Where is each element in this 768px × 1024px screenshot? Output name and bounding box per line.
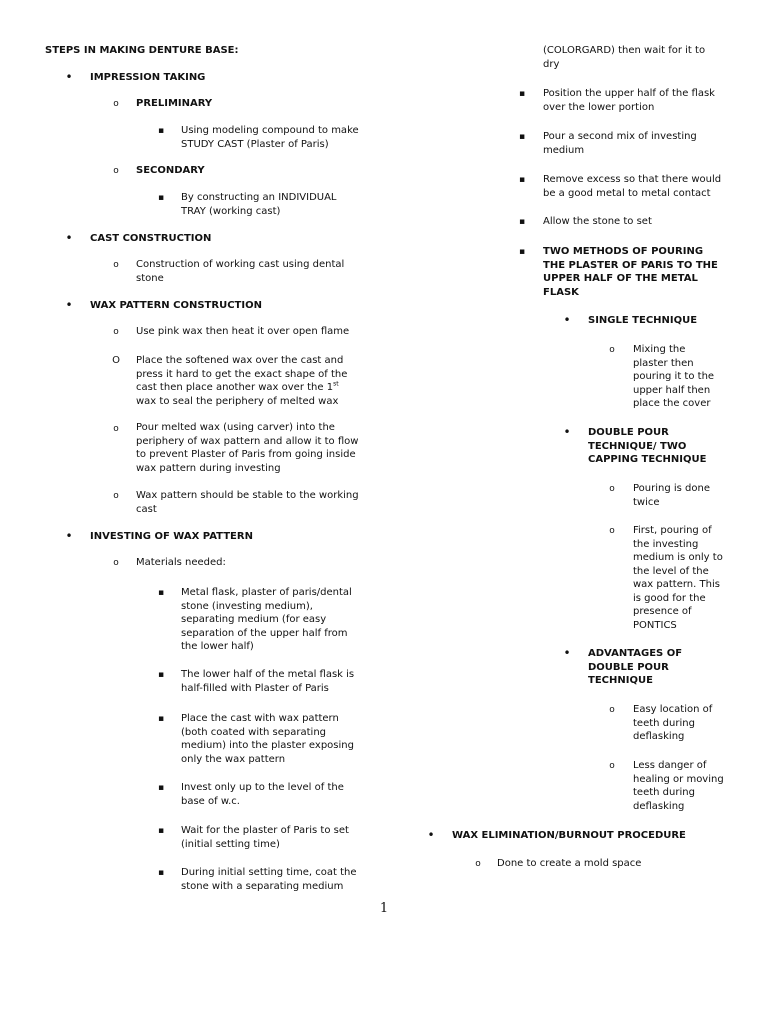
bullet-square: ▪ bbox=[157, 714, 165, 724]
bullet-circle: o bbox=[475, 859, 481, 869]
bullet-disc: • bbox=[65, 70, 73, 84]
document-heading: STEPS IN MAKING DENTURE BASE: bbox=[45, 45, 239, 56]
list-item: Easy location of teeth during deflasking bbox=[633, 704, 713, 742]
list-item: First, pouring of the investing medium is only to the level of the wax pattern. This is good for the presence of PONTICS bbox=[633, 525, 723, 631]
bullet-disc: • bbox=[427, 828, 435, 842]
list-item: During initial setting time, coat the stone with a separating medium bbox=[181, 867, 357, 892]
bullet-disc: • bbox=[65, 529, 73, 543]
section-title-wax-elimination: WAX ELIMINATION/BURNOUT PROCEDURE bbox=[452, 830, 686, 841]
bullet-circle: o bbox=[609, 526, 615, 536]
bullet-disc: • bbox=[563, 646, 571, 660]
bullet-square: ▪ bbox=[518, 175, 526, 185]
section-title-two-methods: TWO METHODS OF POURING THE PLASTER OF PARIS TO THE UPPER HALF OF THE METAL FLASK bbox=[543, 246, 718, 298]
list-item: Pour a second mix of investing medium bbox=[543, 131, 697, 156]
bullet-circle: o bbox=[609, 705, 615, 715]
bullet-square: ▪ bbox=[157, 193, 165, 203]
bullet-square: ▪ bbox=[157, 868, 165, 878]
section-title-cast: CAST CONSTRUCTION bbox=[90, 233, 212, 244]
subsection-title-preliminary: PRELIMINARY bbox=[136, 98, 213, 109]
section-title-impression: IMPRESSION TAKING bbox=[90, 72, 206, 83]
list-item: Use pink wax then heat it over open flame bbox=[136, 326, 350, 337]
bullet-circle: o bbox=[609, 484, 615, 494]
bullet-square: ▪ bbox=[518, 132, 526, 142]
bullet-square: ▪ bbox=[157, 670, 165, 680]
subsection-title-double: DOUBLE POUR TECHNIQUE/ TWO CAPPING TECHNIQUE bbox=[588, 427, 707, 465]
bullet-circle: o bbox=[609, 761, 615, 771]
bullet-circle: o bbox=[113, 166, 119, 176]
page-number: 1 bbox=[379, 901, 389, 916]
list-item: Place the cast with wax pattern (both coated with separating medium) into the plaster exposing only the wax pattern bbox=[181, 713, 354, 765]
bullet-square: ▪ bbox=[157, 588, 165, 598]
bullet-disc: • bbox=[65, 298, 73, 312]
bullet-circle: o bbox=[113, 491, 119, 501]
list-item: Wait for the plaster of Paris to set (initial setting time) bbox=[181, 825, 349, 850]
bullet-square: ▪ bbox=[518, 217, 526, 227]
list-item: Wax pattern should be stable to the working cast bbox=[136, 490, 359, 515]
subsection-title-secondary: SECONDARY bbox=[136, 165, 205, 176]
bullet-square: ▪ bbox=[157, 826, 165, 836]
bullet-circle: o bbox=[113, 327, 119, 337]
list-item: Less danger of healing or moving teeth during deflasking bbox=[633, 760, 724, 812]
list-item: Invest only up to the level of the base of w.c. bbox=[181, 782, 344, 807]
bullet-disc: • bbox=[563, 425, 571, 439]
bullet-circle: o bbox=[113, 99, 119, 109]
superscript: st bbox=[333, 380, 339, 388]
section-title-investing: INVESTING OF WAX PATTERN bbox=[90, 531, 253, 542]
list-item: Materials needed: bbox=[136, 557, 226, 568]
list-item: Construction of working cast using dental stone bbox=[136, 259, 345, 284]
list-item: Pouring is done twice bbox=[633, 483, 711, 508]
list-item: Done to create a mold space bbox=[497, 858, 642, 869]
bullet-circle-large: O bbox=[112, 355, 120, 366]
list-item: By constructing an INDIVIDUAL TRAY (working cast) bbox=[181, 192, 337, 217]
bullet-square: ▪ bbox=[518, 247, 526, 257]
list-item: Mixing the plaster then pouring it to the upper half then place the cover bbox=[633, 344, 715, 409]
list-item: Metal flask, plaster of paris/dental stone (investing medium), separating medium (for easy separation of the upper half from the lower half) bbox=[181, 587, 352, 652]
section-title-wax-pattern: WAX PATTERN CONSTRUCTION bbox=[90, 300, 262, 311]
bullet-disc: • bbox=[65, 231, 73, 245]
list-item-text-tail: wax to seal the periphery of melted wax bbox=[136, 395, 339, 407]
bullet-circle: o bbox=[609, 345, 615, 355]
continuation-text: (COLORGARD) then wait for it to dry bbox=[543, 45, 706, 70]
subsection-title-single: SINGLE TECHNIQUE bbox=[588, 315, 698, 326]
bullet-circle: o bbox=[113, 260, 119, 270]
list-item: Allow the stone to set bbox=[543, 216, 652, 227]
bullet-circle: o bbox=[113, 424, 119, 434]
list-item bbox=[136, 354, 358, 408]
bullet-circle: o bbox=[113, 558, 119, 568]
list-item-text: Place the softened wax over the cast and press it hard to get the exact shape of the cast then place another wax over the 1 bbox=[136, 355, 348, 393]
bullet-square: ▪ bbox=[518, 89, 526, 99]
list-item: Using modeling compound to make STUDY CAST (Plaster of Paris) bbox=[181, 125, 359, 150]
list-item: The lower half of the metal flask is half-filled with Plaster of Paris bbox=[181, 669, 355, 694]
list-item: Remove excess so that there would be a good metal to metal contact bbox=[543, 174, 722, 199]
bullet-disc: • bbox=[563, 313, 571, 327]
subsection-title-advantages: ADVANTAGES OF DOUBLE POUR TECHNIQUE bbox=[588, 648, 683, 686]
bullet-square: ▪ bbox=[157, 783, 165, 793]
list-item: Pour melted wax (using carver) into the periphery of wax pattern and allow it to flow to prevent Plaster of Paris from going inside wax pattern during investing bbox=[136, 422, 359, 474]
bullet-square: ▪ bbox=[157, 126, 165, 136]
list-item: Position the upper half of the flask over the lower portion bbox=[543, 88, 715, 113]
